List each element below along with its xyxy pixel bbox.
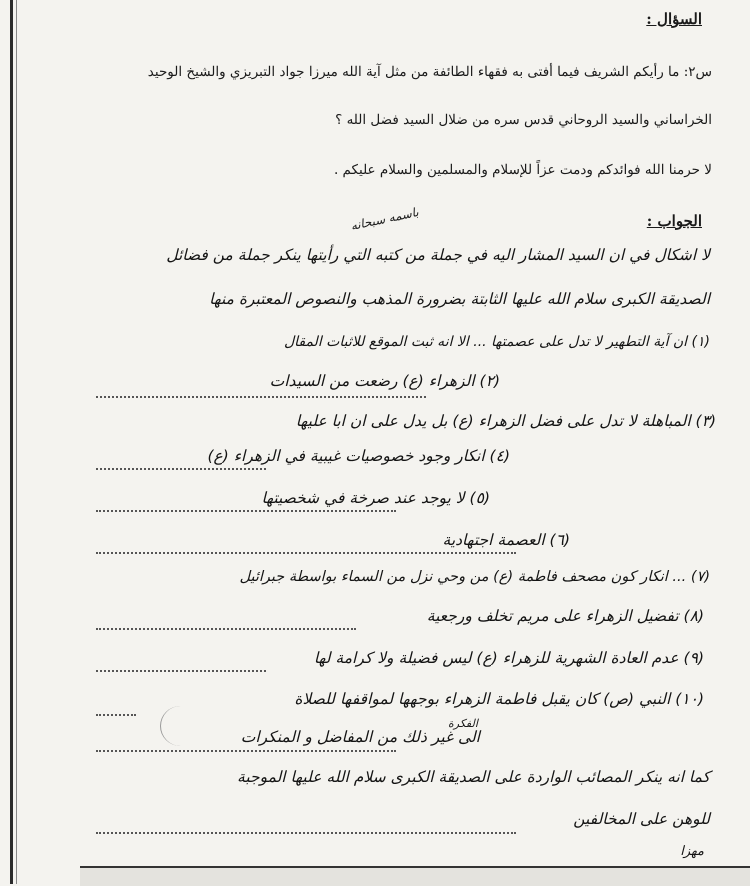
dotted-rule-10 bbox=[96, 628, 356, 630]
answer-line-5: (٣) المباهلة لا تدل على فضل الزهراء (ع) بل يدل على ان ابا عليها bbox=[295, 412, 716, 430]
dotted-rule-4 bbox=[96, 396, 426, 398]
answer-line-3: (١) ان آية التطهير لا تدل على عصمتها ... الا انه ثبت الموقع للاثبات المقال bbox=[283, 334, 710, 350]
answer-line-11: (٩) عدم العادة الشهرية للزهراء (ع) ليس فضيلة ولا كرامة لها bbox=[313, 649, 704, 667]
dotted-rule-15 bbox=[96, 832, 516, 834]
signature: مهزا bbox=[680, 844, 704, 859]
answer-line-4: (٢) الزهراء (ع) رضعت من السيدات bbox=[269, 372, 500, 390]
answer-line-13: الى غير ذلك من المفاضل و المنكرات bbox=[240, 728, 480, 746]
answer-line-7: (٥) لا يوجد عند صرخة في شخصيتها bbox=[261, 489, 490, 507]
bottom-stamp-strip bbox=[80, 866, 750, 886]
answer-line-9: (٧) ... انكار كون مصحف فاطمة (ع) من وحي نزل من السماء بواسطة جبرائيل bbox=[239, 569, 710, 585]
answer-line-2: الصديقة الكبرى سلام الله عليها الثابتة بضرورة المذهب والنصوص المعتبرة منها bbox=[209, 290, 710, 308]
question-heading: السؤال : bbox=[646, 10, 702, 28]
answer-line-6: (٤) انكار وجود خصوصيات غيبية في الزهراء (ع) bbox=[207, 447, 510, 465]
answer-heading: الجواب : bbox=[646, 212, 702, 230]
margin-note: الفكرة bbox=[448, 717, 478, 730]
dotted-rule-13 bbox=[96, 750, 396, 752]
binding-edge bbox=[10, 0, 13, 884]
binding-edge-shadow bbox=[16, 0, 17, 884]
question-line-1: س٢: ما رأيكم الشريف فيما أفتى به فقهاء الطائفة من مثل آية الله ميرزا جواد التبريزي والشيخ الوحيد bbox=[147, 64, 712, 80]
question-line-3: لا حرمنا الله فوائدكم ودمت عزاً للإسلام والمسلمين والسلام عليكم . bbox=[333, 162, 712, 178]
dotted-rule-11 bbox=[96, 670, 266, 672]
question-line-2: الخراساني والسيد الروحاني قدس سره من ضلال السيد فضل الله ؟ bbox=[335, 112, 712, 128]
answer-line-1: لا اشكال في ان السيد المشار اليه في جملة من كتبه التي رأيتها ينكر جملة من فضائل bbox=[166, 246, 710, 264]
answer-line-15: للوهن على المخالفين bbox=[573, 810, 710, 828]
dotted-rule-8 bbox=[96, 552, 516, 554]
pencil-mark bbox=[160, 706, 201, 746]
dotted-rule-7 bbox=[96, 510, 396, 512]
bismillah-note: باسمه سبحانه bbox=[349, 204, 420, 234]
answer-line-8: (٦) العصمة اجتهادية bbox=[442, 531, 570, 549]
dotted-rule-6 bbox=[96, 468, 266, 470]
answer-line-10: (٨) تفضيل الزهراء على مريم تخلف ورجعية bbox=[426, 607, 704, 625]
answer-line-14: كما انه ينكر المصائب الواردة على الصديقة الكبرى سلام الله عليها الموجبة bbox=[237, 768, 710, 786]
dotted-rule-12 bbox=[96, 714, 136, 716]
answer-line-12: (١٠) النبي (ص) كان يقبل فاطمة الزهراء بوجهها لمواقفها للصلاة bbox=[294, 690, 704, 708]
